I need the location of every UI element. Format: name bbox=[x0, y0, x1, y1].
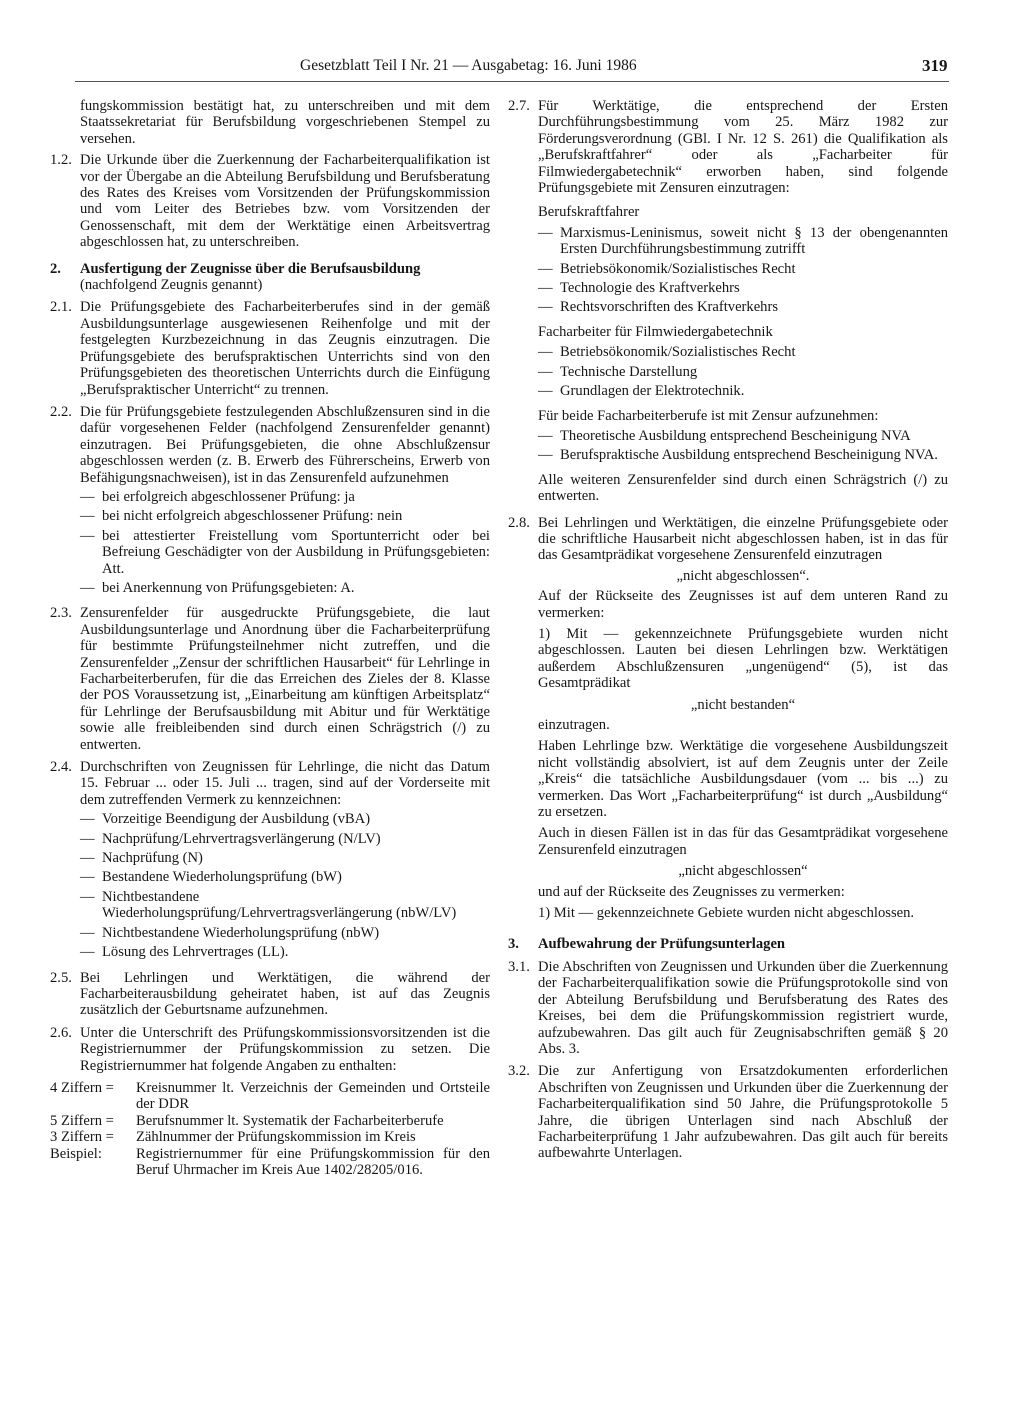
section-number: 2.8. bbox=[508, 514, 530, 531]
list-item bbox=[80, 850, 490, 866]
left-column bbox=[50, 98, 490, 1181]
group-title: Berufskraftfahrer bbox=[538, 204, 640, 221]
table-value: Kreisnummer lt. Verzeichnis der Gemeinden und Ortsteile der DDR bbox=[136, 1079, 490, 1113]
table-key: 4 Ziffern = bbox=[50, 1079, 114, 1096]
dash-bullet: — bbox=[80, 579, 95, 596]
section-text: Bei Lehrlingen und Werktätigen, die einzelne Prüfungsgebiete oder die schriftliche Hausarbeit nicht abgeschlossen haben, ist in das für das Gesamtprädikat vorgesehene Zensurenfeld einzutragen bbox=[538, 514, 948, 564]
dash-bullet: — bbox=[538, 447, 553, 464]
section-number: 3. bbox=[508, 936, 519, 953]
dash-bullet: — bbox=[538, 224, 553, 241]
paragraph: Für beide Facharbeiterberufe ist mit Zensur aufzunehmen: bbox=[538, 407, 879, 424]
dash-bullet: — bbox=[538, 260, 553, 277]
quoted-entry: „nicht abgeschlossen“ bbox=[678, 863, 808, 880]
list-item bbox=[538, 447, 948, 463]
list-item-text: Berufspraktische Ausbildung entsprechend Bescheinigung NVA. bbox=[560, 447, 938, 464]
running-header: Gesetzblatt Teil I Nr. 21 — Ausgabetag: 16. Juni 1986 bbox=[300, 57, 637, 74]
section-3-2 bbox=[508, 1063, 948, 1161]
header-rule bbox=[75, 81, 949, 82]
section-text: Durchschriften von Zeugnissen für Lehrlinge, die nicht das Datum 15. Februar ... oder 15. Juli ... tragen, sind auf der Vorderseite mit dem zutreffenden Vermerk zu kennzeichnen: bbox=[80, 759, 490, 808]
dash-bullet: — bbox=[80, 924, 95, 941]
list-item bbox=[80, 944, 490, 960]
section-text: Unter die Unterschrift des Prüfungskommissionsvorsitzenden ist die Registriernummer der Prüfungskommission zu setzen. Die Registriernummer hat folgende Angaben zu enthalten: bbox=[80, 1024, 490, 1074]
dash-bullet: — bbox=[538, 383, 553, 400]
page-number: 319 bbox=[922, 56, 948, 75]
section-text: Die Prüfungsgebiete des Facharbeiterberufes sind in der gemäß Ausbildungsunterlage ausgewiesenen Reihenfolge und mit der festgelegten Kurzbezeichnung in das Zeugnis einzutragen. Die Prüfungsgebiete des berufspraktischen Unterrichts sind von den Prüfungsgebieten des theoretischen Unterrichts durch die Einfügung „Berufspraktischer Unterricht“ zu trennen. bbox=[80, 299, 490, 398]
table-key: 5 Ziffern = bbox=[50, 1112, 114, 1129]
list-item bbox=[538, 383, 948, 399]
list-item bbox=[80, 831, 490, 847]
table-value: Berufsnummer lt. Systematik der Facharbeiterberufe bbox=[136, 1112, 444, 1129]
section-number: 2.3. bbox=[50, 605, 72, 622]
group-title: Facharbeiter für Filmwiedergabetechnik bbox=[538, 323, 773, 340]
dash-bullet: — bbox=[80, 850, 95, 867]
list-item-text: Nachprüfung (N) bbox=[102, 850, 203, 867]
paragraph-1-1-continuation: fungskommission bestätigt hat, zu unterschreiben und mit dem Staatssekretariat für Berufsbildung vorgeschriebenen Stempel zu versehen. bbox=[80, 98, 490, 147]
dash-bullet: — bbox=[80, 527, 95, 544]
list-item-text: Marxismus-Leninismus, soweit nicht § 13 der obengenannten Ersten Durchführungsbestimmung zutrifft bbox=[560, 224, 948, 258]
section-number: 2.7. bbox=[508, 98, 530, 114]
list-item-text: Rechtsvorschriften des Kraftverkehrs bbox=[560, 299, 779, 316]
list-item-text: Vorzeitige Beendigung der Ausbildung (vBA) bbox=[102, 811, 371, 828]
dash-bullet: — bbox=[80, 488, 95, 505]
list-item-text: bei erfolgreich abgeschlossener Prüfung: ja bbox=[102, 488, 355, 505]
section-title: Aufbewahrung der Prüfungsunterlagen bbox=[538, 936, 786, 953]
section-3-heading bbox=[508, 936, 948, 952]
dash-bullet: — bbox=[538, 280, 553, 297]
list-item-text: Technologie des Kraftverkehrs bbox=[560, 280, 740, 297]
list-item bbox=[538, 428, 948, 444]
table-key: 3 Ziffern = bbox=[50, 1129, 114, 1146]
section-text: Die zur Anfertigung von Ersatzdokumenten erforderlichen Abschriften von Zeugnissen und Urkunden über die Zuerkennung der Facharbeiterqualifikation sind 50 Jahre, die Prüfungsprotokolle 5 Jahre, die übrigen Unterlagen sind nach Abschluß der Facharbeiterprüfung 1 Jahr aufzubewahren. Das gilt auch für bereits aufbewahrte Unterlagen. bbox=[538, 1063, 948, 1162]
list-item-text: bei attestierter Freistellung vom Sportunterricht oder bei Befreiung Geschädigter von der Ausbildung in Prüfungsgebieten: Att. bbox=[102, 527, 490, 577]
dash-bullet: — bbox=[538, 363, 553, 380]
section-number: 3.1. bbox=[508, 958, 530, 975]
table-key: Beispiel: bbox=[50, 1145, 102, 1162]
section-2-5 bbox=[50, 970, 490, 1019]
dash-bullet: — bbox=[80, 944, 95, 961]
list-item-text: bei nicht erfolgreich abgeschlossener Prüfung: nein bbox=[102, 508, 403, 525]
list-item bbox=[80, 528, 490, 577]
paragraph: Auf der Rückseite des Zeugnisses ist auf dem unteren Rand zu vermerken: bbox=[538, 588, 948, 621]
dash-bullet: — bbox=[80, 830, 95, 847]
table-value: Zählnummer der Prüfungskommission im Kreis bbox=[136, 1129, 416, 1146]
paragraph: einzutragen. bbox=[538, 717, 610, 733]
list-item bbox=[538, 299, 948, 315]
section-number: 1.2. bbox=[50, 152, 72, 169]
section-text: Für Werktätige, die entsprechend der Ersten Durchführungsbestimmung vom 25. März 1982 zur Förderungsverordnung (GBl. I Nr. 12 S. 261) die Qualifikation als „Berufskraftfahrer“ oder als „Facharbeiter für Filmwiedergabetechnik“ erworben haben, sind folgende Prüfungsgebiete mit Zensuren einzutragen: bbox=[538, 98, 948, 197]
right-column bbox=[508, 98, 948, 1168]
section-2-2 bbox=[50, 404, 490, 599]
list-item bbox=[538, 225, 948, 258]
section-text: Bei Lehrlingen und Werktätigen, die während der Facharbeiterausbildung geheiratet haben, ist auf das Zeugnis zusätzlich der Geburtsname aufzunehmen. bbox=[80, 969, 490, 1019]
section-1-2 bbox=[50, 152, 490, 250]
list-item bbox=[538, 364, 948, 380]
list-item-text: Betriebsökonomik/Sozialistisches Recht bbox=[560, 260, 796, 277]
section-2-4 bbox=[50, 759, 490, 963]
table-value: Registriernummer für eine Prüfungskommission für den Beruf Uhrmacher im Kreis Aue 1402/28205/016. bbox=[136, 1145, 490, 1178]
list-item-text: Nachprüfung/Lehrvertragsverlängerung (N/LV) bbox=[102, 830, 381, 847]
dash-bullet: — bbox=[538, 344, 553, 361]
paragraph: Haben Lehrlinge bzw. Werktätige die vorgesehene Ausbildungszeit nicht vollständig absolviert, ist auf dem Zeugnis unter der Zeile „Kreis“ die tatsächliche Ausbildungsdauer (vom ... bis ...) zu vermerken. Das Wort „Facharbeiterprüfung“ ist durch „Ausbildung“ zu ersetzen. bbox=[538, 738, 948, 821]
section-number: 3.2. bbox=[508, 1063, 530, 1080]
section-2-heading bbox=[50, 261, 490, 294]
section-number: 2.1. bbox=[50, 299, 72, 316]
list-item bbox=[80, 889, 490, 922]
section-2-7 bbox=[508, 98, 948, 509]
section-3-1 bbox=[508, 959, 948, 1057]
section-number: 2.5. bbox=[50, 969, 72, 986]
dash-bullet: — bbox=[80, 811, 95, 828]
list-item bbox=[80, 580, 490, 596]
list-item bbox=[80, 925, 490, 941]
list-item-text: Betriebsökonomik/Sozialistisches Recht bbox=[560, 344, 796, 361]
list-item bbox=[80, 811, 490, 827]
section-text: Die für Prüfungsgebiete festzulegenden Abschlußzensuren sind in die dafür vorgesehenen Felder (nachfolgend Zensurenfelder genannt) einzutragen. Bei Prüfungsgebieten, die ohne Abschlußzensur abgeschlossen werden (z. B. Erwerb des Führerscheins, Erwerb von Befähigungsnachweisen), ist in das Zensurenfeld aufzunehmen bbox=[80, 403, 490, 486]
dash-bullet: — bbox=[80, 869, 95, 886]
list-item bbox=[538, 261, 948, 277]
list-item bbox=[80, 489, 490, 505]
list-item-text: Nichtbestandene Wiederholungsprüfung (nbW) bbox=[102, 924, 380, 941]
section-text: Zensurenfelder für ausgedruckte Prüfungsgebiete, die laut Ausbildungsunterlage und Anordnung über die Facharbeiterprüfung für bestimmte Prüfungsteilnehmer nicht zutreffen, und die Zensurenfelder „Zensur der schriftlichen Hausarbeit“ für Lehrlinge in Facharbeiterberufen, für die das Erreichen des Zieles der 8. Klasse der POS Voraussetzung ist, „Einarbeitung am künftigen Arbeitsplatz“ für Lehrlinge der Berufsausbildung mit Abitur und für Werktätige sowie alle freibleibenden sind durch einen Schrägstrich (/) zu entwerten. bbox=[80, 605, 490, 753]
quoted-entry: „nicht bestanden“ bbox=[690, 696, 796, 713]
paragraph: Alle weiteren Zensurenfelder sind durch einen Schrägstrich (/) zu entwerten. bbox=[538, 471, 948, 505]
list-item-text: Grundlagen der Elektrotechnik. bbox=[560, 383, 745, 400]
registration-number-table bbox=[50, 1080, 490, 1178]
paragraph: 1) Mit — gekennzeichnete Prüfungsgebiete wurden nicht abgeschlossen. Lauten bei diesen Lehrlingen bzw. Werktätigen außerdem Abschlußzensuren „ungenügend“ (5), ist das Gesamtprädikat bbox=[538, 625, 948, 692]
section-number: 2. bbox=[50, 260, 61, 277]
list-item-text: Nichtbestandene Wiederholungsprüfung/Lehrvertragsverlängerung (nbW/LV) bbox=[102, 888, 457, 922]
section-number: 2.6. bbox=[50, 1024, 72, 1041]
list-item bbox=[80, 508, 490, 524]
section-text: Die Urkunde über die Zuerkennung der Facharbeiterqualifikation ist vor der Übergabe an die Abteilung Berufsbildung und Berufsberatung des Rates des Kreises vom Vorsitzenden der Prüfungskommission und vom Leiter des Betriebes bzw. vom Vorsitzenden der Genossenschaft, mit dem der Werktätige einen Arbeitsvertrag abgeschlossen hat, zu unterschreiben. bbox=[80, 152, 490, 251]
section-2-1 bbox=[50, 299, 490, 397]
paragraph: und auf der Rückseite des Zeugnisses zu vermerken: bbox=[538, 883, 845, 900]
dash-bullet: — bbox=[80, 888, 95, 905]
section-2-8 bbox=[508, 515, 948, 927]
list-item-text: bei Anerkennung von Prüfungsgebieten: A. bbox=[102, 579, 355, 596]
list-item bbox=[538, 280, 948, 296]
section-title: Ausfertigung der Zeugnisse über die Berufsausbildung bbox=[80, 260, 421, 277]
list-item bbox=[538, 344, 948, 360]
quoted-entry: „nicht abgeschlossen“. bbox=[676, 567, 810, 584]
list-item-text: Theoretische Ausbildung entsprechend Bescheinigung NVA bbox=[560, 427, 911, 444]
section-subtitle: (nachfolgend Zeugnis genannt) bbox=[80, 277, 263, 294]
section-number: 2.2. bbox=[50, 403, 72, 420]
paragraph: Auch in diesen Fällen ist in das für das Gesamtprädikat vorgesehene Zensurenfeld einzutragen bbox=[538, 825, 948, 858]
section-2-6 bbox=[50, 1025, 490, 1074]
section-text: Die Abschriften von Zeugnissen und Urkunden über die Zuerkennung der Facharbeiterqualifikation sowie die Prüfungsprotokolle sind von der Abteilung Berufsbildung und Berufsberatung des Rates des Kreises, bei dem die Prüfungskommission registriert wurde, aufzubewahren. Das gilt auch für Zeugnisabschriften gemäß § 20 Abs. 3. bbox=[538, 958, 948, 1057]
list-item bbox=[80, 869, 490, 885]
dash-bullet: — bbox=[538, 427, 553, 444]
section-number: 2.4. bbox=[50, 759, 72, 776]
list-item-text: Technische Darstellung bbox=[560, 363, 698, 380]
list-item-text: Bestandene Wiederholungsprüfung (bW) bbox=[102, 869, 342, 886]
dash-bullet: — bbox=[538, 299, 553, 316]
dash-bullet: — bbox=[80, 508, 95, 525]
section-2-3 bbox=[50, 605, 490, 753]
list-item-text: Lösung des Lehrvertrages (LL). bbox=[102, 944, 289, 961]
paragraph: 1) Mit — gekennzeichnete Gebiete wurden nicht abgeschlossen. bbox=[538, 905, 915, 922]
